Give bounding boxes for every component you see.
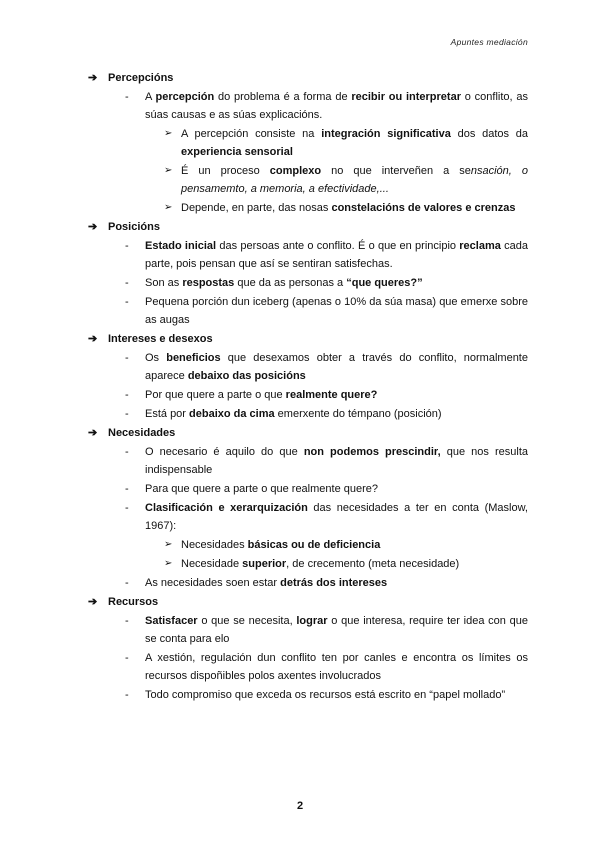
list-item — [88, 293, 528, 329]
text-run-italic: nsación, o pensamemto, a memoria, a efectividade,... — [181, 165, 528, 195]
section-title: Intereses e desexos — [108, 333, 213, 345]
text-run-bold: respostas — [182, 277, 235, 289]
text-run: o conflito, as súas causas e as súas explicacións. — [145, 91, 528, 121]
section-title: Recursos — [108, 596, 159, 608]
text-run: que desexamos obter a través do conflito, normalmente aparece — [145, 352, 528, 382]
text-run-bold: complexo — [269, 165, 322, 177]
text-run: dos datos da — [450, 128, 528, 140]
document-body — [88, 69, 528, 705]
section-title: Necesidades — [108, 427, 176, 439]
arrow-right-icon: ➔ — [88, 333, 98, 345]
dash-bullet: - — [125, 689, 129, 701]
text-run-bold: Clasificación e xerarquización — [145, 502, 308, 514]
text-run: do problema é a forma de — [214, 91, 352, 103]
text-run-bold: debaixo das posicións — [187, 370, 306, 382]
section-heading — [88, 218, 528, 237]
dash-bullet: - — [125, 240, 129, 252]
dash-bullet: - — [125, 352, 129, 364]
page-header: Apuntes mediación — [450, 37, 528, 47]
text-run: , de crecemento (meta necesidade) — [286, 558, 460, 570]
dash-bullet: - — [125, 502, 129, 514]
section-necesidades — [88, 424, 528, 592]
dash-bullet: - — [125, 577, 129, 589]
text-run: Son as — [145, 277, 183, 289]
list-item — [88, 686, 528, 704]
text-run-bold: lograr — [296, 615, 328, 627]
sub-list-item — [88, 536, 528, 554]
text-run: Pequena porción dun iceberg (apenas o 10% da súa masa) que emerxe sobre as augas — [145, 296, 528, 326]
list-item — [88, 237, 528, 273]
text-run: o que interesa, require ter idea con que se conta para elo — [145, 615, 528, 645]
text-run: Depende, en parte, das nosas — [181, 202, 332, 214]
text-run-bold: detrás dos intereses — [280, 577, 388, 589]
text-run-bold: percepción — [155, 91, 215, 103]
text-run: o que se necesita, — [197, 615, 297, 627]
list-item — [88, 88, 528, 124]
text-run: As necesidades soen estar — [145, 577, 281, 589]
section-posicions — [88, 218, 528, 329]
list-item — [88, 349, 528, 385]
text-run-bold: superior — [242, 558, 287, 570]
list-item — [88, 574, 528, 592]
text-run-bold: recibir ou interpretar — [351, 91, 461, 103]
text-run: cada parte, pois pensan que así se sentiran satisfechas. — [145, 240, 528, 270]
text-run-bold: reclama — [459, 240, 501, 252]
text-run-bold: Satisfacer — [145, 615, 198, 627]
text-run-bold: debaixo da cima — [189, 408, 275, 420]
arrow-right-icon: ➔ — [88, 221, 98, 233]
list-item — [88, 443, 528, 479]
dash-bullet: - — [125, 389, 129, 401]
text-run: Necesidades — [181, 539, 248, 551]
list-item — [88, 386, 528, 404]
text-run: É un proceso — [181, 165, 270, 177]
sub-list-item — [88, 162, 528, 198]
triangle-bullet-icon: ➢ — [164, 165, 173, 176]
text-run-bold: realmente quere? — [285, 389, 378, 401]
section-intereses — [88, 330, 528, 423]
section-heading — [88, 424, 528, 443]
text-run-bold: “que queres?” — [346, 277, 423, 289]
section-heading — [88, 330, 528, 349]
section-heading — [88, 593, 528, 612]
arrow-right-icon: ➔ — [88, 427, 98, 439]
dash-bullet: - — [125, 652, 129, 664]
section-percepcions — [88, 69, 528, 217]
triangle-bullet-icon: ➢ — [164, 202, 173, 213]
text-run: que nos resulta indispensable — [145, 446, 529, 476]
text-run: A percepción consiste na — [181, 128, 322, 140]
text-run: que da as personas a — [234, 277, 347, 289]
list-item — [88, 274, 528, 292]
text-run: no que interveñen a se — [321, 165, 471, 177]
list-item — [88, 612, 528, 648]
list-item — [88, 499, 528, 535]
dash-bullet: - — [125, 277, 129, 289]
text-run: Necesidade — [181, 558, 243, 570]
text-run-bold: experiencia sensorial — [181, 146, 293, 158]
text-run-bold: constelacións de valores e crenzas — [331, 202, 516, 214]
text-run: Por que quere a parte o que — [145, 389, 286, 401]
arrow-right-icon: ➔ — [88, 596, 98, 608]
page-number: 2 — [296, 800, 304, 812]
list-item — [88, 405, 528, 423]
section-heading — [88, 69, 528, 88]
text-run-bold: Estado inicial — [145, 240, 217, 252]
section-title: Posicións — [108, 221, 160, 233]
text-run: O necesario é aquilo do que — [145, 446, 304, 458]
dash-bullet: - — [125, 446, 129, 458]
section-recursos — [88, 593, 528, 704]
text-run: das necesidades a ter en conta (Maslow, 1967): — [145, 502, 528, 532]
text-run-bold: beneficios — [166, 352, 221, 364]
text-run: Os — [145, 352, 167, 364]
sub-list-item — [88, 555, 528, 573]
text-run: A — [145, 91, 156, 103]
text-run-bold: non podemos prescindir, — [303, 446, 441, 458]
sub-list-item — [88, 199, 528, 217]
text-run: Todo compromiso que exceda os recursos está escrito en “papel mollado” — [145, 689, 506, 701]
triangle-bullet-icon: ➢ — [164, 128, 173, 139]
sub-list-item — [88, 125, 528, 161]
text-run-bold: básicas ou de deficiencia — [247, 539, 381, 551]
dash-bullet: - — [125, 296, 129, 308]
section-title: Percepcións — [108, 72, 174, 84]
text-run-bold: integración significativa — [321, 128, 451, 140]
text-run: Para que quere a parte o que realmente quere? — [145, 483, 378, 495]
text-run: emerxente do témpano (posición) — [274, 408, 442, 420]
dash-bullet: - — [125, 91, 129, 103]
dash-bullet: - — [125, 408, 129, 420]
triangle-bullet-icon: ➢ — [164, 558, 173, 569]
text-run: das persoas ante o conflito. É o que en principio — [216, 240, 460, 252]
dash-bullet: - — [125, 483, 129, 495]
text-run: A xestión, regulación dun conflito ten por canles e encontra os límites os recursos dispoñibles polos axentes involucrados — [145, 652, 528, 682]
triangle-bullet-icon: ➢ — [164, 539, 173, 550]
list-item — [88, 649, 528, 685]
list-item — [88, 480, 528, 498]
arrow-right-icon: ➔ — [88, 72, 98, 84]
dash-bullet: - — [125, 615, 129, 627]
text-run: Está por — [145, 408, 190, 420]
